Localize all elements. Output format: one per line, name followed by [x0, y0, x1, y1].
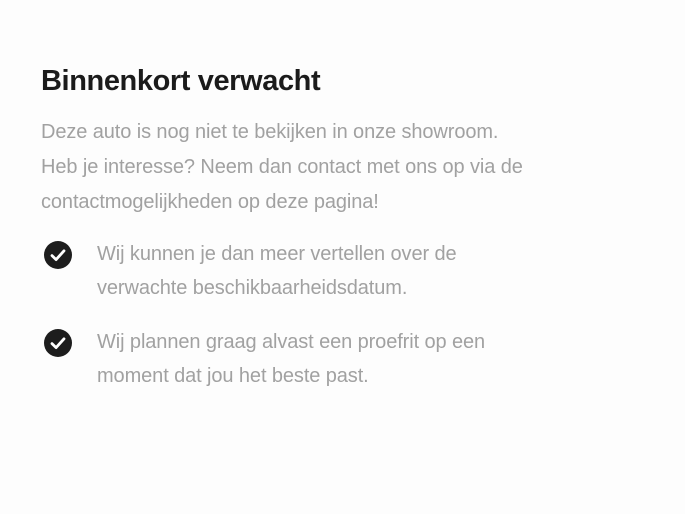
list-item-text-line: Wij kunnen je dan meer vertellen over de	[97, 243, 457, 265]
list-item	[41, 237, 645, 305]
list-item-text	[97, 325, 485, 393]
list-item-text-line: verwachte beschikbaarheidsdatum.	[97, 277, 408, 299]
benefits-list	[41, 237, 645, 393]
intro-text-line: Deze auto is nog niet te bekijken in onze showroom.	[41, 121, 499, 143]
check-circle-icon	[44, 329, 72, 357]
list-item-text-line: moment dat jou het beste past.	[97, 365, 369, 387]
intro-text-line: Heb je interesse? Neem dan contact met ons op via de	[41, 156, 523, 178]
intro-text	[41, 115, 645, 220]
list-item-text-line: Wij plannen graag alvast een proefrit op een	[97, 331, 486, 353]
list-item	[41, 325, 645, 393]
check-circle-icon	[44, 241, 72, 269]
section-title: Binnenkort verwacht	[41, 65, 321, 97]
list-item-text	[97, 237, 457, 305]
intro-text-line: contactmogelijkheden op deze pagina!	[41, 191, 379, 213]
